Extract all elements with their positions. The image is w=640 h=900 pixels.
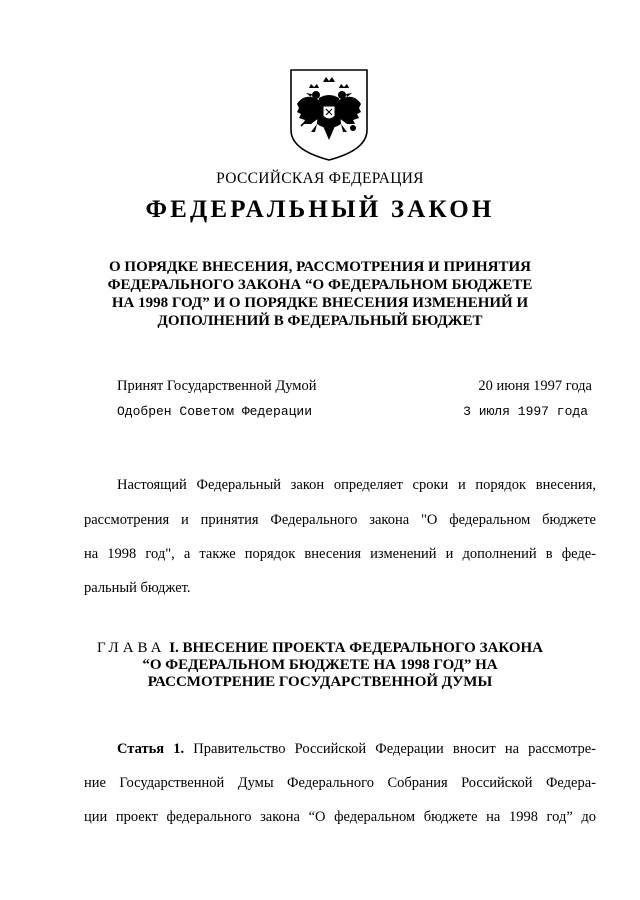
law-title-line: О ПОРЯДКЕ ВНЕСЕНИЯ, РАССМОТРЕНИЯ И ПРИНЯТИЯ <box>109 259 531 275</box>
chapter-title-line: РАССМОТРЕНИЕ ГОСУДАРСТВЕННОЙ ДУМЫ <box>147 674 493 690</box>
article-line: ции проект федерального закона “О федеральном бюджете на 1998 год” до <box>84 809 596 825</box>
council-approval-label: Одобрен Советом Федерации <box>117 404 313 419</box>
article-label: Статья 1. <box>117 741 185 757</box>
law-title-line: ДОПОЛНЕНИЙ В ФЕДЕРАЛЬНЫЙ БЮДЖЕТ <box>157 313 483 329</box>
council-approval-date: 3 июля 1997 года <box>463 404 588 419</box>
law-title-line: НА 1998 ГОД” И О ПОРЯДКЕ ВНЕСЕНИЯ ИЗМЕНЕНИЙ И <box>111 295 529 311</box>
article-line <box>117 741 596 758</box>
intro-line: рассмотрения и принятия Федерального закона "О федеральном бюджете <box>84 512 596 528</box>
chapter-label: ГЛАВА <box>96 640 166 656</box>
coat-of-arms-emblem <box>289 68 369 162</box>
chapter-title-line: “О ФЕДЕРАЛЬНОМ БЮДЖЕТЕ НА 1998 ГОД” НА <box>142 657 498 673</box>
document-type: ФЕДЕРАЛЬНЫЙ ЗАКОН <box>145 196 495 223</box>
chapter-heading <box>0 640 640 691</box>
article-line: ние Государственной Думы Федерального Собрания Российской Федера- <box>84 775 596 791</box>
intro-line: Настоящий Федеральный закон определяет сроки и порядок внесения, <box>117 477 596 493</box>
intro-line: ральный бюджет. <box>84 580 191 596</box>
duma-adoption-date: 20 июня 1997 года <box>478 378 592 394</box>
chapter-title-line: I. ВНЕСЕНИЕ ПРОЕКТА ФЕДЕРАЛЬНОГО ЗАКОНА <box>165 640 543 656</box>
article-text: Правительство Российской Федерации вносит на рассмотре- <box>184 741 597 757</box>
law-title <box>0 258 640 330</box>
country-name: РОССИЙСКАЯ ФЕДЕРАЦИЯ <box>216 170 424 187</box>
intro-line: на 1998 год", а также порядок внесения изменений и дополнений в феде- <box>84 546 596 562</box>
duma-adoption-label: Принят Государственной Думой <box>117 378 317 394</box>
law-title-line: ФЕДЕРАЛЬНОГО ЗАКОНА “О ФЕДЕРАЛЬНОМ БЮДЖЕТЕ <box>107 277 533 293</box>
